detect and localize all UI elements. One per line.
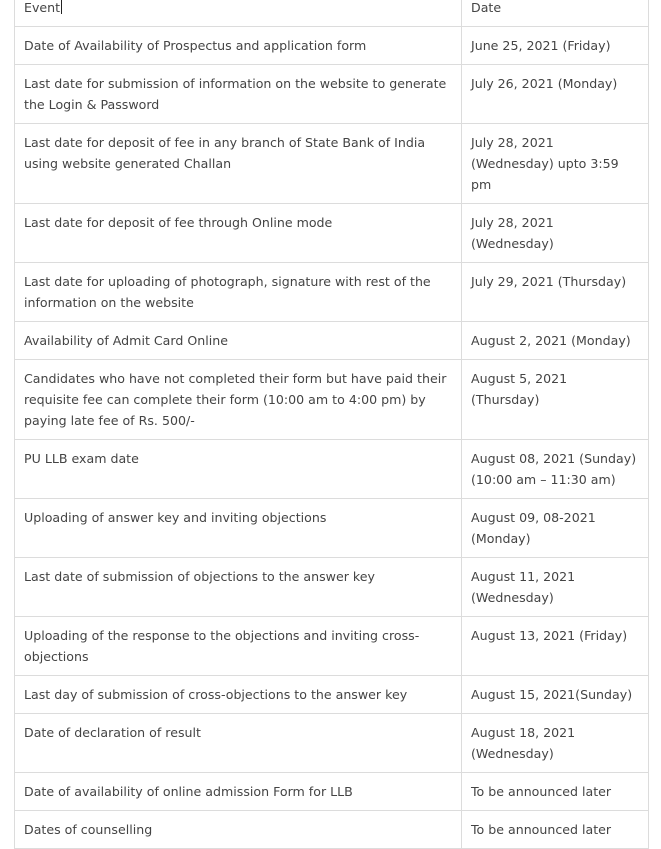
table-row (15, 714, 649, 773)
date-cell[interactable]: June 25, 2021 (Friday) (462, 27, 649, 65)
table-row (15, 440, 649, 499)
event-cell[interactable]: Last date for deposit of fee through Online mode (15, 204, 462, 263)
table-row (15, 676, 649, 714)
date-header-cell[interactable]: Date (462, 0, 649, 27)
date-cell[interactable]: July 29, 2021 (Thursday) (462, 263, 649, 322)
date-cell[interactable]: August 15, 2021(Sunday) (462, 676, 649, 714)
table-row (15, 773, 649, 811)
table-header-row (15, 0, 649, 27)
table-row (15, 322, 649, 360)
date-cell[interactable]: August 5, 2021 (Thursday) (462, 360, 649, 440)
text-cursor (61, 0, 62, 14)
event-cell[interactable]: Uploading of the response to the objections and inviting cross-objections (15, 617, 462, 676)
date-cell[interactable]: August 11, 2021 (Wednesday) (462, 558, 649, 617)
table-row (15, 617, 649, 676)
date-cell[interactable]: August 2, 2021 (Monday) (462, 322, 649, 360)
event-cell[interactable]: Last date for submission of information on the website to generate the Login & Password (15, 65, 462, 124)
event-cell[interactable]: Last day of submission of cross-objections to the answer key (15, 676, 462, 714)
table-row (15, 360, 649, 440)
table-row (15, 499, 649, 558)
event-header-cell[interactable] (15, 0, 462, 27)
date-cell[interactable]: To be announced later (462, 773, 649, 811)
date-cell[interactable]: August 08, 2021 (Sunday) (10:00 am – 11:30 am) (462, 440, 649, 499)
table-row (15, 204, 649, 263)
event-cell[interactable]: Date of availability of online admission Form for LLB (15, 773, 462, 811)
table-row (15, 263, 649, 322)
date-cell[interactable]: July 26, 2021 (Monday) (462, 65, 649, 124)
table-row (15, 27, 649, 65)
event-cell[interactable]: PU LLB exam date (15, 440, 462, 499)
event-cell[interactable]: Last date for uploading of photograph, signature with rest of the information on the website (15, 263, 462, 322)
event-cell[interactable]: Last date of submission of objections to the answer key (15, 558, 462, 617)
event-cell[interactable]: Last date for deposit of fee in any branch of State Bank of India using website generated Challan (15, 124, 462, 204)
event-header-text: Event (24, 0, 61, 15)
date-cell[interactable]: August 13, 2021 (Friday) (462, 617, 649, 676)
table-row (15, 65, 649, 124)
date-cell[interactable]: August 18, 2021 (Wednesday) (462, 714, 649, 773)
table-row (15, 558, 649, 617)
event-cell[interactable]: Dates of counselling (15, 811, 462, 849)
event-cell[interactable]: Date of declaration of result (15, 714, 462, 773)
event-cell[interactable]: Availability of Admit Card Online (15, 322, 462, 360)
date-cell[interactable]: July 28, 2021 (Wednesday) upto 3:59 pm (462, 124, 649, 204)
event-cell[interactable]: Uploading of answer key and inviting objections (15, 499, 462, 558)
table-row (15, 811, 649, 849)
event-cell[interactable]: Date of Availability of Prospectus and application form (15, 27, 462, 65)
date-cell[interactable]: To be announced later (462, 811, 649, 849)
event-cell[interactable]: Candidates who have not completed their form but have paid their requisite fee can complete their form (10:00 am to 4:00 pm) by paying late fee of Rs. 500/- (15, 360, 462, 440)
date-cell[interactable]: August 09, 08-2021 (Monday) (462, 499, 649, 558)
table-row (15, 124, 649, 204)
date-cell[interactable]: July 28, 2021 (Wednesday) (462, 204, 649, 263)
schedule-table (14, 0, 649, 849)
